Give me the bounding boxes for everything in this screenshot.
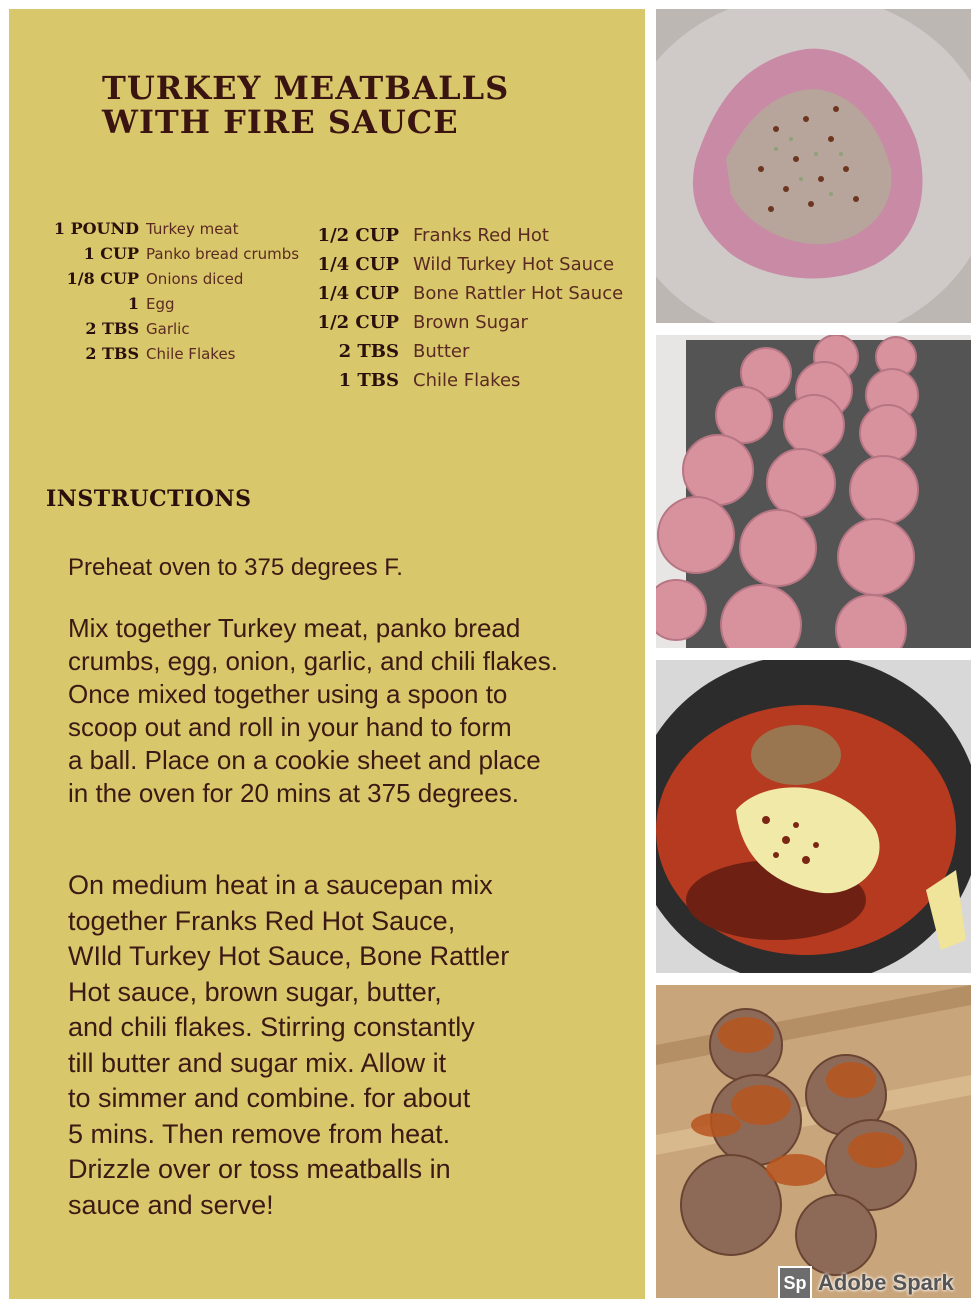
ingredient-row xyxy=(39,244,299,269)
photo-sauce-in-pan xyxy=(656,660,971,973)
adobe-spark-watermark xyxy=(778,1266,954,1300)
ingredient-name: Chile Flakes xyxy=(413,370,521,391)
ingredient-name: Butter xyxy=(413,341,470,362)
ingredient-name: Bone Rattler Hot Sauce xyxy=(413,283,624,304)
ingredient-row xyxy=(299,370,623,399)
ingredient-name: Panko bread crumbs xyxy=(146,245,300,263)
ingredient-row xyxy=(299,225,623,254)
ingredient-quantity: 1 xyxy=(127,294,139,313)
ingredient-name: Chile Flakes xyxy=(146,345,236,363)
ingredient-row xyxy=(39,269,299,294)
ingredient-row xyxy=(39,219,299,244)
ingredient-row xyxy=(299,283,623,312)
ingredient-quantity: 1/2 CUP xyxy=(317,312,399,333)
ingredient-name: Franks Red Hot xyxy=(413,225,549,246)
ingredient-quantity: 2 TBS xyxy=(85,319,139,338)
instruction-step-1: Preheat oven to 375 degrees F. xyxy=(68,554,403,581)
ingredient-name: Brown Sugar xyxy=(413,312,528,333)
recipe-title xyxy=(102,71,622,139)
ingredient-name: Onions diced xyxy=(146,270,244,288)
photo-sauced-meatballs xyxy=(656,985,971,1298)
ingredient-row xyxy=(299,312,623,341)
ingredient-row xyxy=(39,344,299,369)
ingredient-row xyxy=(299,341,623,370)
ingredient-name: Garlic xyxy=(146,320,190,338)
ingredient-quantity: 1/8 CUP xyxy=(66,269,139,288)
recipe-card xyxy=(9,9,645,1299)
ingredient-row xyxy=(299,254,623,283)
watermark-text: Adobe Spark xyxy=(818,1270,954,1295)
ingredients-list-sauce xyxy=(299,225,623,399)
photo-meatballs-on-tray xyxy=(656,335,971,648)
instruction-step-2: Mix together Turkey meat, panko bread crumbs, egg, onion, garlic, and chili flakes. Once mixed together using a spoon to scoop out and roll in your hand to form a ball. Place on a cookie sheet and place in the oven for 20 mins at 375 degrees. xyxy=(68,613,558,808)
ingredient-quantity: 2 TBS xyxy=(338,341,399,362)
ingredient-name: Egg xyxy=(146,295,175,313)
ingredient-quantity: 1/4 CUP xyxy=(317,283,399,304)
ingredient-quantity: 1 POUND xyxy=(53,219,139,238)
ingredient-name: Wild Turkey Hot Sauce xyxy=(413,254,615,275)
ingredient-quantity: 1 CUP xyxy=(83,244,139,263)
ingredient-row xyxy=(39,294,299,319)
ingredient-quantity: 1/2 CUP xyxy=(317,225,399,246)
ingredient-row xyxy=(39,319,299,344)
ingredient-quantity: 1/4 CUP xyxy=(317,254,399,275)
title-line-2: WITH FIRE SAUCE xyxy=(102,103,459,141)
ingredient-quantity: 1 TBS xyxy=(338,370,399,391)
photo-raw-turkey-mix xyxy=(656,9,971,323)
ingredient-name: Turkey meat xyxy=(146,220,239,238)
instruction-step-3: On medium heat in a saucepan mix together Franks Red Hot Sauce, WIld Turkey Hot Sauce, Bone Rattler Hot sauce, brown sugar, butter, and chili flakes. Stirring constantly till butter and sugar mix. Allow it to simmer and combine. for about 5 mins. Then remove from heat. Drizzle over or toss meatballs in sauce and serve! xyxy=(68,870,510,1220)
ingredients-list-meatballs xyxy=(39,219,299,369)
instructions-heading: INSTRUCTIONS xyxy=(46,486,252,512)
ingredient-quantity: 2 TBS xyxy=(85,344,139,363)
title-line-1: TURKEY MEATBALLS xyxy=(102,69,510,107)
adobe-spark-logo-icon: Sp xyxy=(778,1266,812,1300)
